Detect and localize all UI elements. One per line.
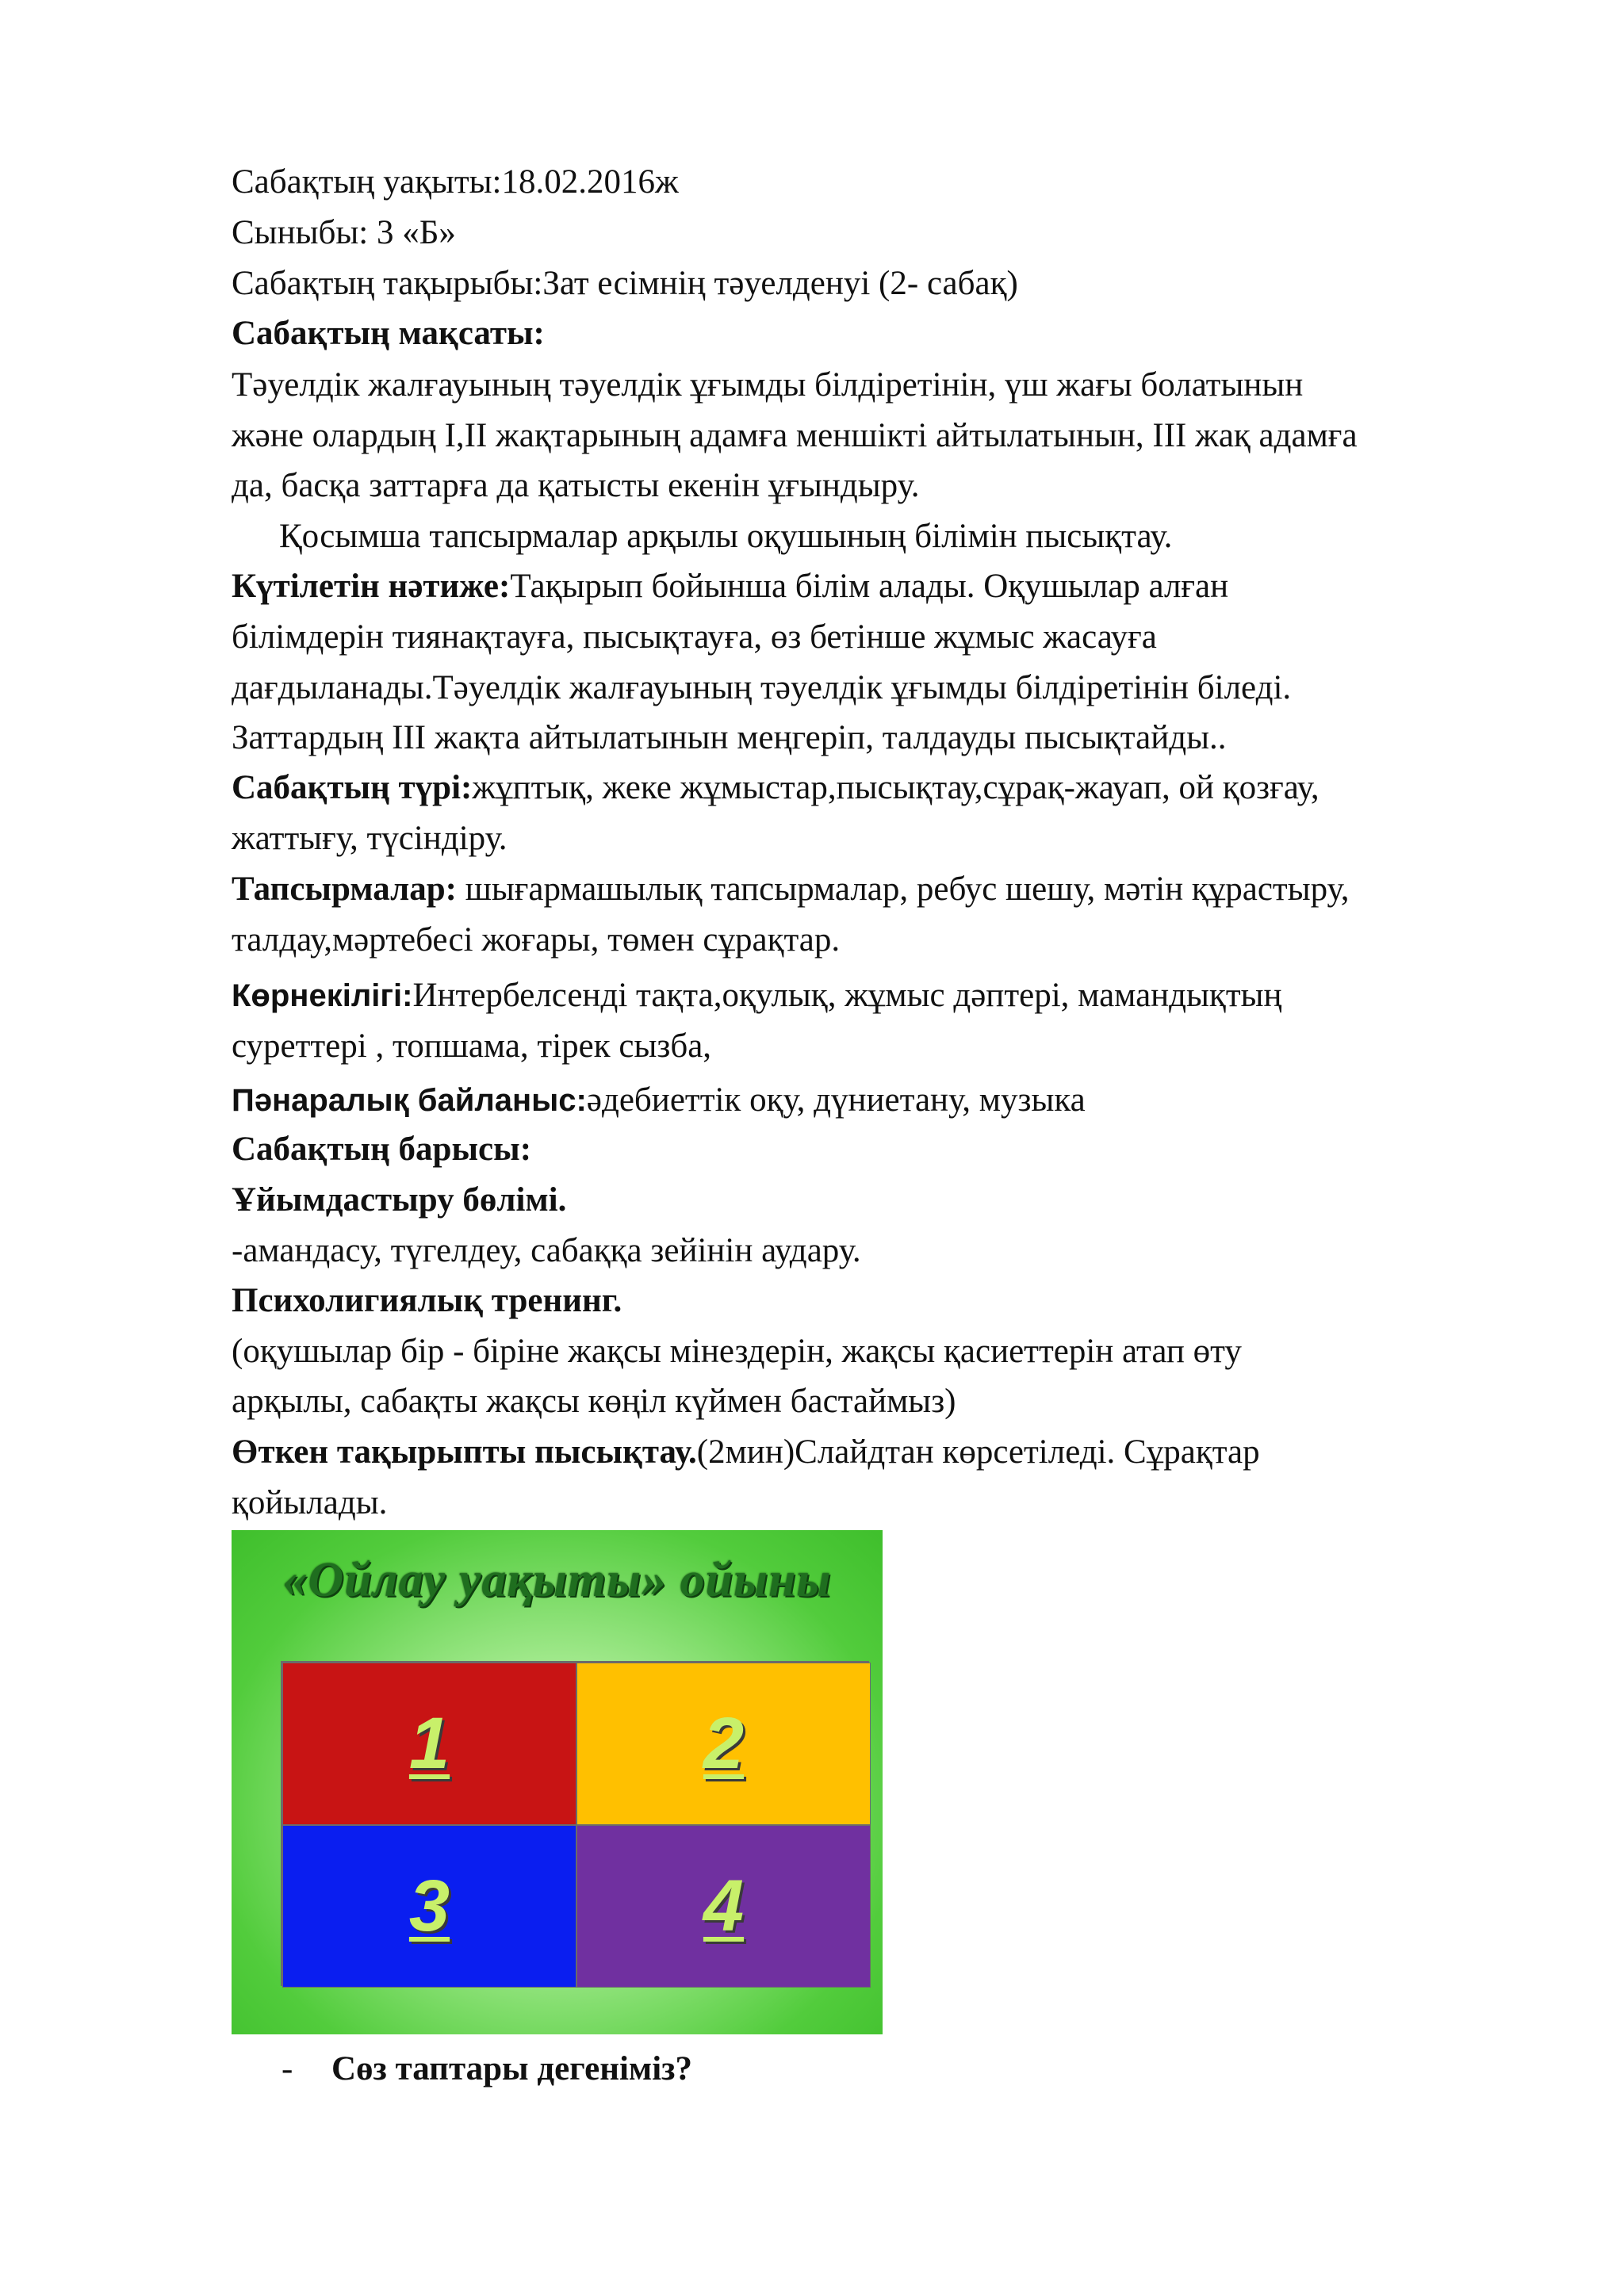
- review-line-2: қойылады.: [232, 1484, 388, 1521]
- game-cell-4: [576, 1825, 871, 1988]
- question-text: Сөз таптары дегеніміз?: [331, 2050, 692, 2087]
- tasks-label: Тапсырмалар:: [232, 871, 457, 908]
- game-cell-number: 3: [408, 1866, 450, 1946]
- visual-aids-line-2: суреттері , топшама, тірек сызба,: [232, 1027, 712, 1065]
- game-grid: [281, 1661, 869, 1986]
- class-name: Сыныбы: 3 «Б»: [232, 214, 456, 251]
- lesson-topic: Сабақтың тақырыбы:Зат есімнің тәуелденуі (2- сабақ): [232, 265, 1018, 302]
- review-text: (2мин)Слайдтан көрсетіледі. Сұрақтар: [696, 1433, 1260, 1471]
- game-cell-number: 2: [703, 1703, 745, 1784]
- lesson-type-line-1: [232, 766, 1320, 810]
- goals-heading: Сабақтың мақсаты:: [232, 315, 545, 352]
- expected-result-line-3: дағдыланады.Тәуелдік жалғауының тәуелдік ұғымды білдіретінін біледі.: [232, 669, 1292, 706]
- organization-text: -амандасу, түгелдеу, сабаққа зейінін аудару.: [232, 1232, 861, 1269]
- game-cell-2: [576, 1663, 871, 1825]
- tasks-text: шығармашылық тапсырмалар, ребус шешу, мәтін құрастыру,: [456, 871, 1350, 908]
- game-cell-3: [282, 1825, 576, 1988]
- goals-line-3: да, басқа заттарға да қатысты екенін ұғындыру.: [232, 467, 920, 504]
- lesson-type-text: жұптық, жеке жұмыстар,пысықтау,сұрақ-жауап, ой қозғау,: [472, 769, 1320, 806]
- lesson-progress-heading: Сабақтың барысы:: [232, 1131, 532, 1168]
- goals-line-1: Тәуелдік жалғауының тәуелдік ұғымды білдіретінін, үш жағы болатынын: [232, 366, 1304, 404]
- training-text-2: арқылы, сабақты жақсы көңіл күймен бастаймыз): [232, 1383, 956, 1420]
- visual-aids-label: Көрнекілігі:: [232, 978, 413, 1013]
- visual-aids-text: Интербелсенді тақта,оқулық, жұмыс дәптері, мамандықтың: [412, 977, 1282, 1014]
- visual-aids-line-1: [232, 974, 1282, 1018]
- goals-line-2: және олардың I,II жақтарының адамға меншікті айтылатынын, III жақ адамға: [232, 417, 1358, 454]
- game-cell-1: [282, 1663, 576, 1825]
- lesson-type-label: Сабақтың түрі:: [232, 769, 473, 806]
- tasks-line-2: талдау,мәртебесі жоғары, төмен сұрақтар.: [232, 921, 841, 959]
- lesson-time: Сабақтың уақыты:18.02.2016ж: [232, 163, 679, 201]
- game-title: «Ойлау уақыты» ойыны: [282, 1553, 832, 1607]
- question-bullet: -: [282, 2050, 293, 2087]
- interdisciplinary-label: Пәнаралық байланыс:: [232, 1083, 587, 1118]
- expected-result-line-2: білімдерін тиянақтауға, пысықтауға, өз бетінше жұмыс жасауға: [232, 618, 1157, 656]
- organization-heading: Ұйымдастыру бөлімі.: [232, 1181, 567, 1219]
- interdisciplinary-text: әдебиеттік оқу, дүниетану, музыка: [586, 1081, 1086, 1119]
- training-text-1: (оқушылар бір - біріне жақсы мінездерін, жақсы қасиеттерін атап өту: [232, 1333, 1242, 1370]
- goals-line-4: Қосымша тапсырмалар арқылы оқушының білімін пысықтау.: [279, 518, 1173, 555]
- expected-result-text: Тақырып бойынша білім алады. Оқушылар алған: [510, 568, 1229, 605]
- training-heading: Психолигиялық тренинг.: [232, 1282, 622, 1319]
- review-label: Өткен тақырыпты пысықтау.: [232, 1433, 697, 1471]
- lesson-type-line-2: жаттығу, түсіндіру.: [232, 820, 508, 857]
- expected-result-line-1: [232, 564, 1228, 609]
- thinking-time-game-image: [232, 1530, 883, 2034]
- game-cell-number: 4: [703, 1866, 745, 1946]
- game-cell-number: 1: [408, 1703, 450, 1784]
- tasks-line-1: [232, 867, 1349, 912]
- interdisciplinary-line: [232, 1078, 1086, 1123]
- expected-result-line-4: Заттардың III жақта айтылатынын меңгеріп, талдауды пысықтайды..: [232, 719, 1227, 756]
- expected-result-label: Күтілетін нәтиже:: [232, 568, 511, 605]
- review-line-1: [232, 1430, 1260, 1475]
